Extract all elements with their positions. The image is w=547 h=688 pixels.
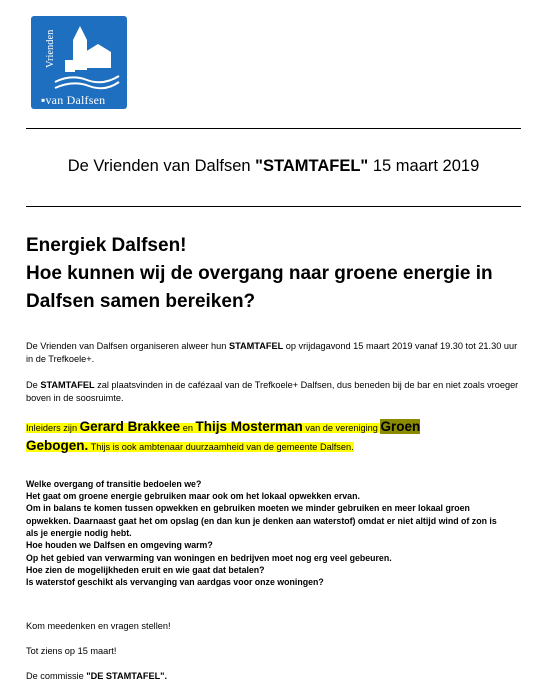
closing-invite: Kom meedenken en vragen stellen!: [26, 621, 171, 631]
page-title: De Vrienden van Dalfsen "STAMTAFEL" 15 maart 2019: [67, 157, 480, 175]
question-line-6: Hoe houden we Dalfsen en omgeving warm?: [26, 540, 213, 550]
question-line-9: Is waterstof geschikt als vervanging van aardgas voor onze woningen?: [26, 577, 324, 587]
question-line-8: Hoe zien de mogelijkheden eruit en wie gaat dat betalen?: [26, 565, 265, 575]
location-line-2: boven in de soosruimte.: [26, 393, 124, 403]
closing-see-you: Tot ziens op 15 maart!: [26, 646, 117, 656]
intro-line-2: in de Trefkoele+.: [26, 354, 95, 364]
question-line-3: Om in balans te komen tussen opwekken en gebruiken moeten we minder gebruiken en meer lokaal groen: [26, 503, 470, 513]
header-divider: [26, 206, 521, 207]
headline-line-3: Dalfsen samen bereiken?: [26, 291, 256, 312]
logo: [31, 16, 127, 109]
question-line-5: als je energie nodig hebt.: [26, 528, 132, 538]
closing-signature: De commissie "DE STAMTAFEL".: [26, 671, 168, 681]
logo-vrienden-text: Vrienden: [45, 29, 56, 68]
logo-name-text: ▪van Dalfsen: [41, 93, 106, 107]
headline-line-2: Hoe kunnen wij de overgang naar groene energie in: [26, 263, 493, 284]
question-line-4: opwekken. Daarnaast gaat het om opslag (en dan kun je denken aan waterstof) omdat er niet altijd wind of zon is: [26, 516, 497, 526]
question-line-2: Het gaat om groene energie gebruiken maar ook om het lokaal opwekken ervan.: [26, 491, 360, 501]
speakers-line-1: Inleiders zijn Gerard Brakkee en Thijs Mosterman van de vereniging Groen: [26, 419, 421, 434]
intro-line-1: De Vrienden van Dalfsen organiseren alweer hun STAMTAFEL op vrijdagavond 15 maart 2019 vanaf 19.30 tot 21.30 uur: [26, 341, 518, 351]
question-line-1: Welke overgang of transitie bedoelen we?: [26, 479, 202, 489]
headline-line-1: Energiek Dalfsen!: [26, 235, 187, 256]
location-line-1: De STAMTAFEL zal plaatsvinden in de cafézaal van de Trefkoele+ Dalfsen, dus beneden bij de bar en niet zoals vroeger: [26, 380, 519, 390]
speakers-line-2: Gebogen. Thijs is ook ambtenaar duurzaamheid van de gemeente Dalfsen.: [26, 438, 354, 453]
question-line-7: Op het gebied van verwarming van woningen en bedrijven moet nog erg veel gebeuren.: [26, 553, 392, 563]
top-divider: [26, 128, 521, 129]
